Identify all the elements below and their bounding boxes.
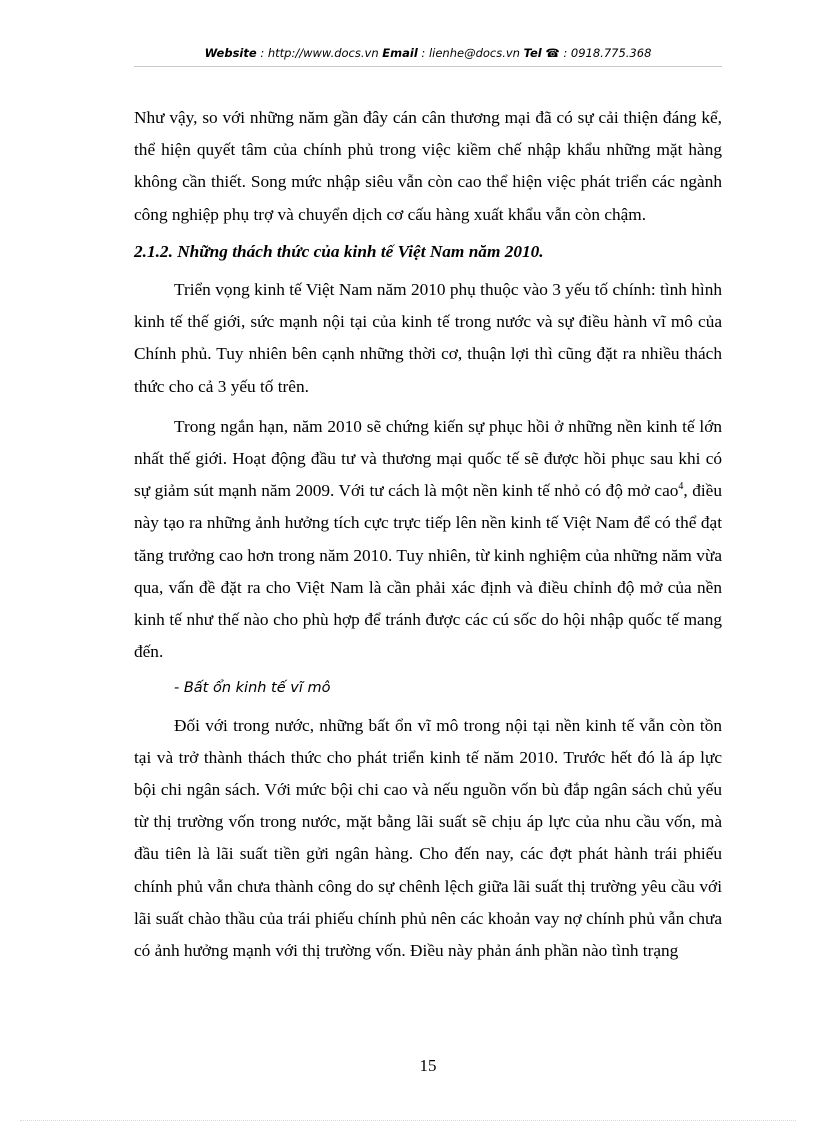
header-divider [134, 66, 722, 67]
page-number: 15 [419, 1056, 437, 1075]
paragraph-short-term-part2: , điều này tạo ra những ảnh hưởng tích cực trực tiếp lên nền kinh tế Việt Nam để có thể đạt tăng trưởng cao hơn trong năm 2010. Tuy nhiên, từ kinh nghiệm của những năm vừa qua, vấn đề đặt ra cho Việt Nam là cần phải xác định và điều chỉnh độ mở của nền kinh tế như thế nào cho phù hợp để tránh được các cú sốc do hội nhập quốc tế mang đến. [134, 481, 722, 662]
email-label: Email [382, 46, 418, 60]
email-value: : lienhe@docs.vn [417, 46, 524, 60]
phone-icon: ☎ [545, 46, 560, 60]
paragraph-prospects: Triển vọng kinh tế Việt Nam năm 2010 phụ thuộc vào 3 yếu tố chính: tình hình kinh tế thế giới, sức mạnh nội tại của kinh tế trong nước và sự điều hành vĩ mô của Chính phủ. Tuy nhiên bên cạnh những thời cơ, thuận lợi thì cũng đặt ra nhiều thách thức cho cả 3 yếu tố trên. [134, 280, 722, 396]
tel-label: Tel [523, 46, 542, 60]
document-body [134, 102, 722, 967]
paragraph-domestic: Đối với trong nước, những bất ổn vĩ mô trong nội tại nền kinh tế vẫn còn tồn tại và trở thành thách thức cho phát triển kinh tế năm 2010. Trước hết đó là áp lực bội chi ngân sách. Với mức bội chi cao và nếu nguồn vốn bù đắp ngân sách chủ yếu từ thị trường vốn trong nước, mặt bằng lãi suất sẽ chịu áp lực của nhu cầu vốn, mà đầu tiên là lãi suất tiền gửi ngân hàng. Cho đến nay, các đợt phát hành trái phiếu chính phủ vẫn chưa thành công do sự chênh lệch giữa lãi suất thị trường yêu cầu với lãi suất chào thầu của trái phiếu chính phủ nên các khoản vay nợ chính phủ vẫn chưa có ảnh hưởng mạnh với thị trường vốn. Điều này phản ánh phần nào tình trạng [134, 715, 722, 961]
section-heading: 2.1.2. Những thách thức của kinh tế Việt Nam năm 2010. [134, 241, 544, 261]
bullet-macro-instability: - Bất ổn kinh tế vĩ mô [174, 680, 331, 697]
website-label: Website [204, 46, 257, 60]
page-bottom-divider [20, 1120, 796, 1121]
page-header [134, 46, 722, 64]
website-value: : http://www.docs.vn [256, 46, 383, 60]
paragraph-short-term [134, 411, 722, 669]
paragraph-short-term-part1: Trong ngắn hạn, năm 2010 sẽ chứng kiến sự phục hồi ở những nền kinh tế lớn nhất thế giới. Hoạt động đầu tư và thương mại quốc tế sẽ được hồi phục sau khi có sự giảm sút mạnh năm 2009. Với tư cách là một nền kinh tế nhỏ có độ mở cao [134, 416, 722, 501]
tel-value: : 0918.775.368 [559, 46, 652, 60]
footnote-marker: 4 [678, 481, 684, 493]
paragraph-intro: Như vậy, so với những năm gần đây cán cân thương mại đã có sự cải thiện đáng kể, thể hiện quyết tâm của chính phủ trong việc kiềm chế nhập khẩu những mặt hàng không cần thiết. Song mức nhập siêu vẫn còn cao thể hiện việc phát triển các ngành công nghiệp phụ trợ và chuyển dịch cơ cấu hàng xuất khẩu vẫn còn chậm. [134, 108, 722, 224]
